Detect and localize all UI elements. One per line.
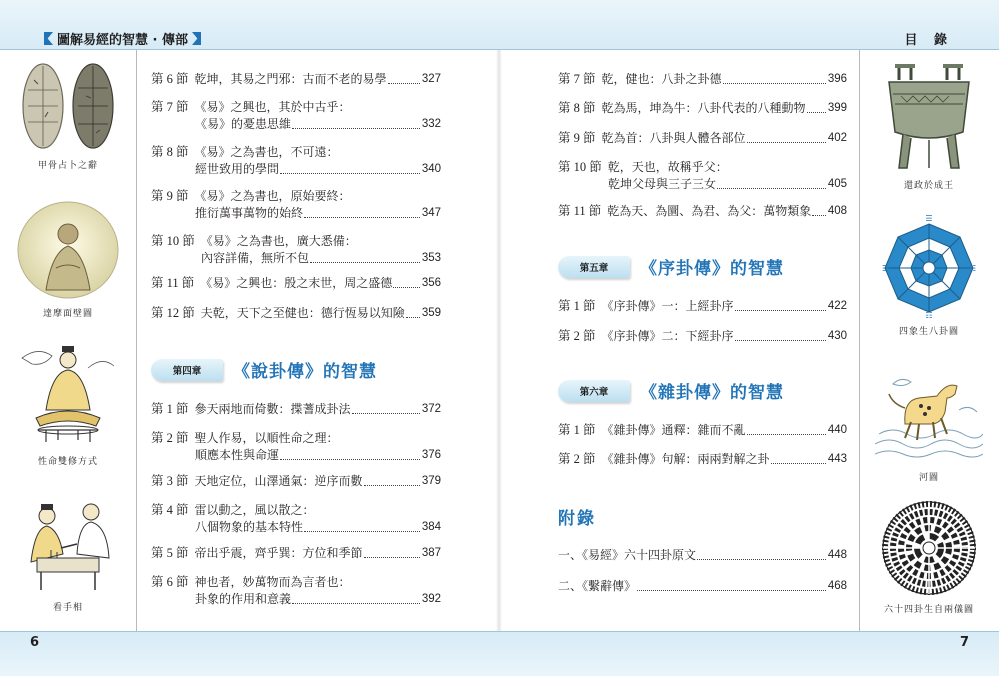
page-ref: 353 xyxy=(421,252,441,264)
entry-title: 乾，天也，故稱乎父： xyxy=(607,160,728,174)
entry-title: 乾坤，其易之門邪：古而不老的易學 xyxy=(194,72,387,86)
dot-leader xyxy=(406,317,420,318)
section-number: 第 8 節 xyxy=(558,101,596,115)
toc-label: 目 錄 xyxy=(904,33,953,48)
page-ref: 359 xyxy=(421,307,441,319)
toc-entry[interactable] xyxy=(558,578,847,595)
entry-title: 參天兩地而倚數：揲蓍成卦法 xyxy=(194,402,351,416)
entry-title: 天地定位，山澤通氣：逆序而數 xyxy=(194,474,363,488)
page-ref: 448 xyxy=(827,549,847,561)
sixty-four-hexagram-circle-icon xyxy=(881,500,977,596)
figure-river-chart xyxy=(864,364,994,483)
appendix-title[interactable]: 附錄 xyxy=(558,509,596,529)
chapter-heading[interactable] xyxy=(558,254,784,279)
section-number: 第 12 節 xyxy=(151,306,195,320)
section-number: 第 3 節 xyxy=(151,474,189,488)
page-ref: 384 xyxy=(421,521,441,533)
dot-leader xyxy=(637,590,826,591)
page-ref: 399 xyxy=(827,102,847,114)
page-ref: 405 xyxy=(827,178,847,190)
section-number: 第 1 節 xyxy=(558,423,596,437)
bracket-left-icon xyxy=(44,32,53,45)
entry-title: 神也者，妙萬物而為言者也： xyxy=(194,575,351,589)
entry-subtitle: 經世致用的學問 xyxy=(195,162,280,176)
figure-caption: 達摩面壁圖 xyxy=(42,309,93,319)
entry-title: 《雜卦傳》通釋：雜而不亂 xyxy=(601,423,746,437)
page-ref: 332 xyxy=(421,118,441,130)
section-number: 第 7 節 xyxy=(558,72,596,86)
entry-title: 一、《易經》六十四卦原文 xyxy=(558,548,697,562)
toc-entry[interactable] xyxy=(151,188,441,222)
entry-title: 乾為馬，坤為牛：八卦代表的八種動物 xyxy=(601,101,806,115)
figure-caption: 四象生八卦圖 xyxy=(898,327,959,337)
toc-entry[interactable] xyxy=(151,71,441,88)
chapter-heading[interactable] xyxy=(151,357,377,382)
toc-entry[interactable] xyxy=(151,430,441,464)
dot-leader xyxy=(280,459,420,460)
entry-title: 聖人作易，以順性命之理： xyxy=(194,431,339,445)
dot-leader xyxy=(717,188,826,189)
section-number: 第 9 節 xyxy=(151,189,189,203)
svg-text:☲: ☲ xyxy=(882,264,890,273)
page-ref: 440 xyxy=(827,424,847,436)
section-number: 第 1 節 xyxy=(558,299,596,313)
entry-subtitle: 《易》的憂患思維 xyxy=(195,117,292,131)
page-ref: 396 xyxy=(827,73,847,85)
page-ref: 379 xyxy=(421,475,441,487)
figure-palm-reading xyxy=(18,492,118,613)
dot-leader xyxy=(352,413,420,414)
section-number: 第 1 節 xyxy=(151,402,189,416)
entry-subtitle: 順應本性與命運 xyxy=(195,448,280,462)
dragon-horse-icon xyxy=(875,364,983,464)
toc-entry[interactable] xyxy=(558,100,847,117)
dot-leader xyxy=(292,128,420,129)
dot-leader xyxy=(364,485,420,486)
dot-leader xyxy=(807,112,826,113)
toc-entry[interactable] xyxy=(151,473,441,490)
figure-bodhidharma xyxy=(18,200,118,319)
page-ref: 347 xyxy=(421,207,441,219)
entry-title: 乾為天、為圜、為君、為父：萬物類象 xyxy=(607,204,812,218)
chapter-title: 《說卦傳》的智慧 xyxy=(233,362,377,382)
dot-leader xyxy=(364,557,420,558)
entry-title: 《易》之興也，其於中古乎： xyxy=(194,100,351,114)
entry-subtitle: 內容詳備，無所不包 xyxy=(201,251,310,265)
section-number: 第 11 節 xyxy=(151,276,195,290)
figure-caption: 六十四卦生自兩儀圖 xyxy=(883,605,974,615)
seated-immortal-icon xyxy=(18,338,118,448)
toc-entry[interactable] xyxy=(558,451,847,468)
book-spine xyxy=(496,50,502,631)
entry-title: 帝出乎震，齊乎巽：方位和季節 xyxy=(194,546,363,560)
entry-subtitle: 乾坤父母與三子三女 xyxy=(608,177,717,191)
entry-title: 《易》之為書也，廣大悉備： xyxy=(200,234,357,248)
entry-subtitle: 八個物象的基本特性 xyxy=(195,520,304,534)
entry-title: 《易》之為書也，不可遠： xyxy=(194,145,339,159)
section-number: 第 10 節 xyxy=(558,160,602,174)
toc-entry[interactable] xyxy=(558,328,847,345)
svg-text:☵: ☵ xyxy=(969,264,977,273)
section-number: 第 8 節 xyxy=(151,145,189,159)
figure-hexagram-circle xyxy=(862,500,996,615)
figure-caption: 河圖 xyxy=(918,473,939,483)
bracket-right-icon xyxy=(192,32,201,45)
footer-bar xyxy=(0,631,999,676)
section-number: 第 4 節 xyxy=(151,503,189,517)
figure-bronze-ding xyxy=(864,60,994,191)
figure-caption: 看手相 xyxy=(52,603,83,613)
dot-leader xyxy=(280,173,420,174)
dot-leader xyxy=(388,83,420,84)
section-number: 第 6 節 xyxy=(151,72,189,86)
dot-leader xyxy=(812,215,826,216)
figure-caption: 甲骨占卜之辭 xyxy=(37,161,98,171)
toc-entry[interactable] xyxy=(151,401,441,418)
entry-title: 雷以動之，風以散之： xyxy=(194,503,315,517)
dot-leader xyxy=(393,287,420,288)
page-number-right: 7 xyxy=(959,635,969,650)
toc-entry[interactable] xyxy=(558,71,847,88)
page-ref: 422 xyxy=(827,300,847,312)
dot-leader xyxy=(735,340,826,341)
page-ref: 430 xyxy=(827,330,847,342)
toc-entry[interactable] xyxy=(558,547,847,564)
bronze-ding-icon xyxy=(883,60,975,172)
entry-title: 《序卦傳》一：上經卦序 xyxy=(601,299,734,313)
figure-seated-immortal xyxy=(18,338,118,467)
book-title xyxy=(44,29,201,48)
bodhidharma-portrait-icon xyxy=(16,200,120,300)
entry-title: 二、《繫辭傳》 xyxy=(558,579,637,593)
entry-title: 《易》之興也：殷之末世，周之盛德 xyxy=(200,276,393,290)
page-ref: 443 xyxy=(827,453,847,465)
page-ref: 402 xyxy=(827,132,847,144)
figure-oracle-bone xyxy=(18,60,118,171)
chapter-badge: 第四章 xyxy=(151,359,223,381)
entry-title: 乾為首：八卦與人體各部位 xyxy=(601,131,746,145)
toc-entry[interactable] xyxy=(558,422,847,439)
entry-title: 《序卦傳》二：下經卦序 xyxy=(601,329,734,343)
page-ref: 392 xyxy=(421,593,441,605)
entry-title: 夫乾，天下之至健也：德行恆易以知險 xyxy=(200,306,405,320)
book-title-text: 圖解易經的智慧 · 傳部 xyxy=(57,33,188,48)
entry-title: 《易》之為書也，原始要終： xyxy=(194,189,351,203)
toc-entry[interactable] xyxy=(151,99,441,133)
dot-leader xyxy=(304,531,420,532)
page-ref: 372 xyxy=(421,403,441,415)
entry-subtitle: 卦象的作用和意義 xyxy=(195,592,292,606)
figure-caption: 還政於成王 xyxy=(903,181,954,191)
entry-title: 《雜卦傳》句解：兩兩對解之卦 xyxy=(601,452,770,466)
page-ref: 340 xyxy=(421,163,441,175)
entry-subtitle: 推衍萬事萬物的始終 xyxy=(195,206,304,220)
dot-leader xyxy=(292,603,420,604)
toc-entry[interactable] xyxy=(558,159,847,193)
svg-text:☰: ☰ xyxy=(925,214,933,223)
section-number: 第 2 節 xyxy=(558,452,596,466)
toc-entry[interactable] xyxy=(558,130,847,147)
toc-entry[interactable] xyxy=(151,144,441,178)
entry-title: 乾，健也：八卦之卦德 xyxy=(601,72,722,86)
dot-leader xyxy=(723,83,826,84)
page-ref: 387 xyxy=(421,547,441,559)
toc-entry[interactable] xyxy=(151,545,441,562)
toc-entry[interactable] xyxy=(151,275,441,292)
palm-reading-scene-icon xyxy=(17,492,119,594)
svg-text:☷: ☷ xyxy=(925,311,933,318)
section-number: 第 7 節 xyxy=(151,100,189,114)
section-number: 第 9 節 xyxy=(558,131,596,145)
dot-leader xyxy=(697,559,826,560)
eight-trigrams-diagram-icon xyxy=(880,214,978,318)
toc-entry[interactable] xyxy=(151,305,441,322)
chapter-title: 《序卦傳》的智慧 xyxy=(640,259,784,279)
dot-leader xyxy=(747,142,826,143)
oracle-bone-icon xyxy=(18,60,118,152)
dot-leader xyxy=(735,310,826,311)
chapter-heading[interactable] xyxy=(558,378,784,403)
chapter-title: 《雜卦傳》的智慧 xyxy=(640,383,784,403)
toc-entry[interactable] xyxy=(558,203,847,220)
figure-caption: 性命雙修方式 xyxy=(37,457,98,467)
section-number: 第 5 節 xyxy=(151,546,189,560)
section-number: 第 2 節 xyxy=(558,329,596,343)
section-number: 第 6 節 xyxy=(151,575,189,589)
dot-leader xyxy=(747,434,826,435)
chapter-badge: 第五章 xyxy=(558,256,630,278)
page-ref: 408 xyxy=(827,205,847,217)
section-number: 第 10 節 xyxy=(151,234,195,248)
toc-entry[interactable] xyxy=(558,298,847,315)
chapter-badge: 第六章 xyxy=(558,380,630,402)
page-ref: 327 xyxy=(421,73,441,85)
dot-leader xyxy=(304,217,420,218)
page-ref: 468 xyxy=(827,580,847,592)
page-ref: 356 xyxy=(421,277,441,289)
toc-entry[interactable] xyxy=(151,233,441,267)
toc-entry[interactable] xyxy=(151,502,441,536)
dot-leader xyxy=(310,262,420,263)
section-number: 第 2 節 xyxy=(151,431,189,445)
section-number: 第 11 節 xyxy=(558,204,602,218)
page-ref: 376 xyxy=(421,449,441,461)
figure-eight-trigrams xyxy=(864,214,994,337)
page-number-left: 6 xyxy=(30,635,40,650)
dot-leader xyxy=(771,463,826,464)
toc-entry[interactable] xyxy=(151,574,441,608)
